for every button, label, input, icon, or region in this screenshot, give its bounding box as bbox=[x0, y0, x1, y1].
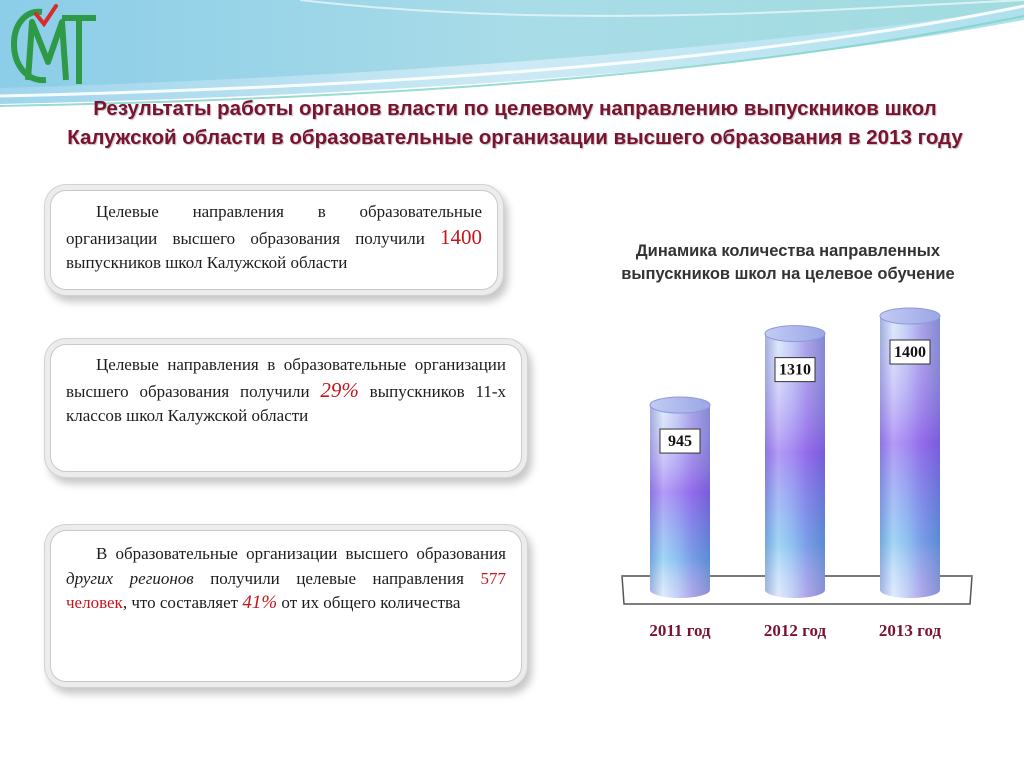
card3-highlight-1: 577 человек bbox=[66, 568, 506, 612]
data-label-text-3: 1400 bbox=[894, 344, 926, 361]
card1-text-b: выпускников школ Калужской области bbox=[66, 253, 348, 272]
card1-highlight: 1400 bbox=[440, 224, 482, 249]
bar-top-3 bbox=[880, 308, 940, 324]
page-title bbox=[20, 94, 1010, 152]
bar-top-2 bbox=[765, 326, 825, 342]
title-line-2: Калужской области в образовательные организации высшего образования в 2013 году bbox=[67, 126, 963, 149]
data-label-3 bbox=[890, 340, 930, 364]
card1-text-a: Целевые направления в образовательные организации высшего образования получили bbox=[66, 202, 482, 248]
data-label-text-2: 1310 bbox=[779, 361, 811, 379]
info-card-3-text bbox=[66, 542, 506, 616]
card2-text-b: выпускников 11-х классов школ Калужской области bbox=[66, 381, 506, 425]
data-label-text-1: 945 bbox=[668, 433, 692, 451]
card2-text-a: Целевые направления в образовательные организации высшего образования получили bbox=[66, 355, 506, 401]
info-card-1-text bbox=[66, 200, 482, 276]
title-line-1: Результаты работы органов власти по целевому направлению выпускников школ bbox=[93, 97, 937, 120]
card3-text-d: от их общего количества bbox=[277, 593, 461, 612]
category-label-1: 2011 год bbox=[649, 621, 711, 640]
data-label-2 bbox=[775, 358, 815, 382]
card3-italic: других регионов bbox=[66, 568, 194, 588]
category-label-3: 2013 год bbox=[878, 621, 942, 640]
bar-top-1 bbox=[650, 397, 710, 413]
bar-1 bbox=[650, 397, 710, 598]
logo bbox=[6, 2, 98, 92]
chart-title: Динамика количества направленных выпускников школ на целевое обучение bbox=[621, 242, 955, 283]
cylinder-bar-chart bbox=[600, 300, 980, 650]
category-label-2: 2012 год bbox=[763, 621, 827, 640]
info-card-2-text bbox=[66, 353, 506, 429]
card3-text-a: В образовательные организации высшего образования bbox=[96, 544, 506, 563]
card2-highlight: 29% bbox=[320, 377, 359, 402]
card3-text-c: , что составляет bbox=[122, 593, 243, 612]
data-label-1 bbox=[660, 429, 700, 453]
card3-highlight-2: 41% bbox=[242, 592, 278, 613]
card3-text-b: получили целевые направления bbox=[193, 568, 481, 588]
